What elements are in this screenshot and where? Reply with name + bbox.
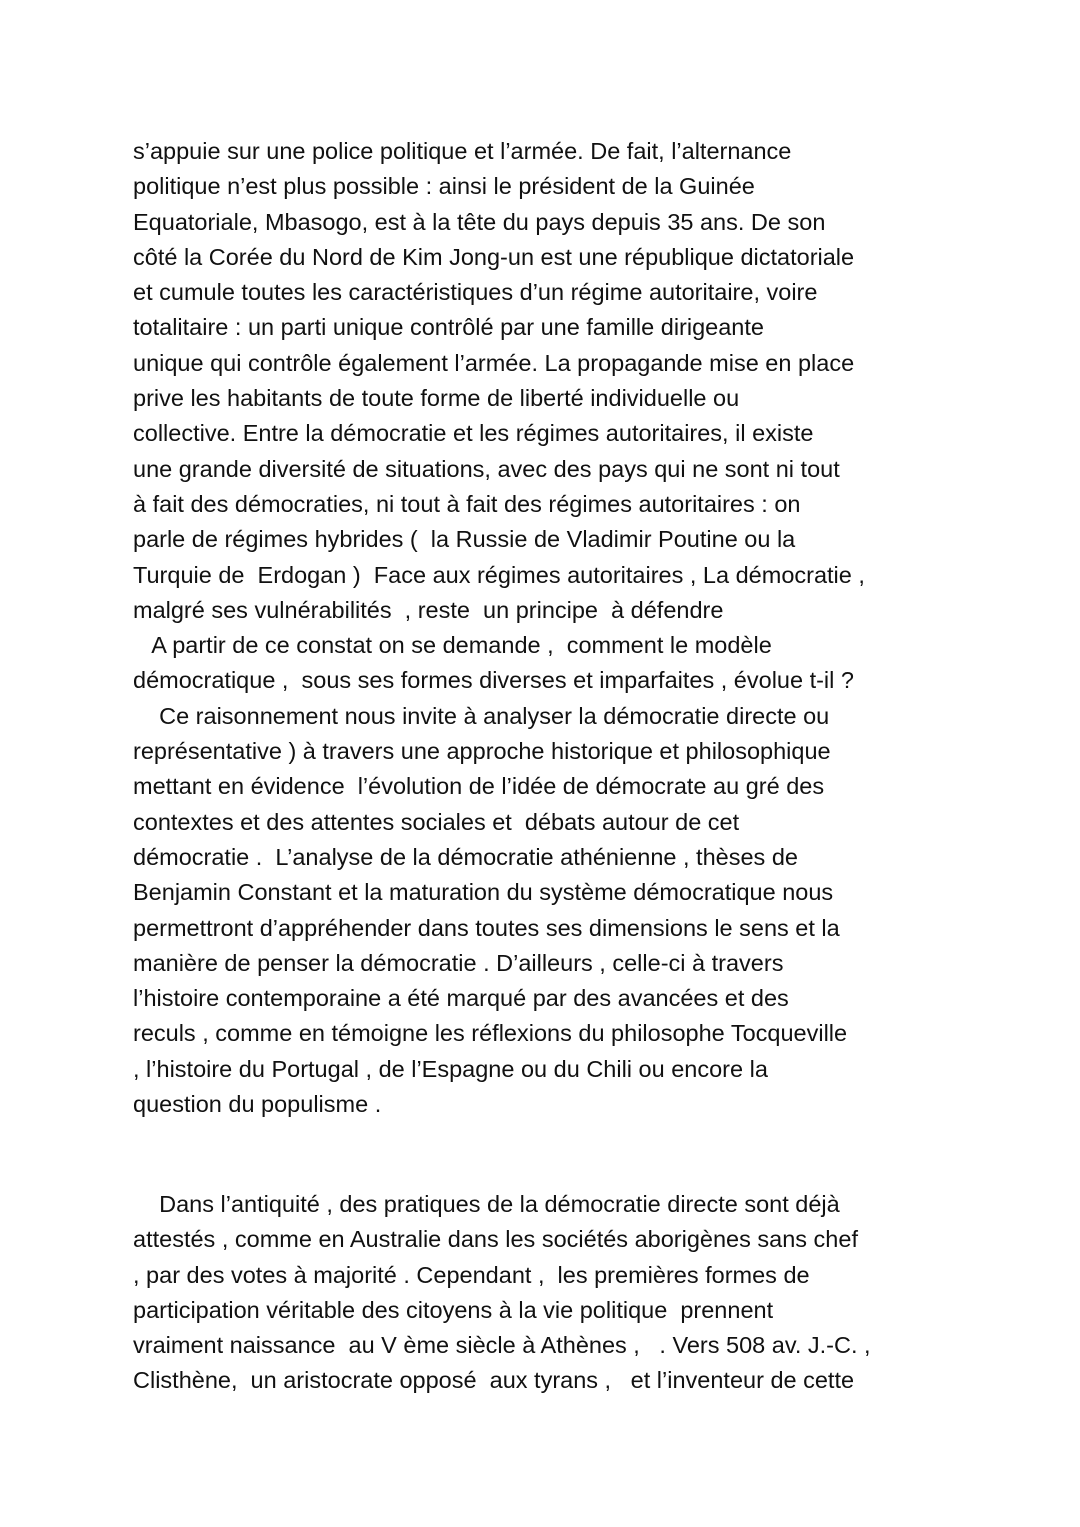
text-line: Turquie de Erdogan ) Face aux régimes autoritaires , La démocratie , [133, 561, 865, 588]
text-line: Equatoriale, Mbasogo, est à la tête du pays depuis 35 ans. De son [133, 208, 826, 235]
text-line: attestés , comme en Australie dans les sociétés aborigènes sans chef [133, 1226, 858, 1253]
text-line: collective. Entre la démocratie et les régimes autoritaires, il existe [133, 420, 814, 447]
text-line: l’histoire contemporaine a été marqué par des avancées et des [133, 985, 789, 1012]
text-line: participation véritable des citoyens à la vie politique prennent [133, 1296, 774, 1323]
text-line: prive les habitants de toute forme de liberté individuelle ou [133, 385, 740, 412]
text-line: , par des votes à majorité . Cependant , les premières formes de [133, 1261, 810, 1288]
text-line: démocratique , sous ses formes diverses et imparfaites , évolue t-il ? [133, 667, 854, 694]
text-line: démocratie . L’analyse de la démocratie athénienne , thèses de [133, 843, 798, 870]
text-line: reculs , comme en témoigne les réflexions du philosophe Tocqueville [133, 1020, 848, 1047]
text-line: A partir de ce constat on se demande , comment le modèle [133, 632, 772, 659]
text-line: malgré ses vulnérabilités , reste un principe à défendre [133, 596, 724, 623]
text-line: totalitaire : un parti unique contrôlé par une famille dirigeante [133, 314, 764, 341]
text-line: manière de penser la démocratie . D’ailleurs , celle-ci à travers [133, 949, 784, 976]
text-line: Benjamin Constant et la maturation du système démocratique nous [133, 879, 834, 906]
text-line: Ce raisonnement nous invite à analyser la démocratie directe ou [133, 702, 830, 729]
text-line: , l’histoire du Portugal , de l’Espagne ou du Chili ou encore la [133, 1055, 768, 1082]
text-line: unique qui contrôle également l’armée. La propagande mise en place [133, 349, 855, 376]
text-line: politique n’est plus possible : ainsi le président de la Guinée [133, 173, 755, 200]
text-line: permettront d’appréhender dans toutes ses dimensions le sens et la [133, 914, 840, 941]
text-line: et cumule toutes les caractéristiques d’un régime autoritaire, voire [133, 279, 818, 306]
text-line: question du populisme . [133, 1091, 382, 1118]
text-line: mettant en évidence l’évolution de l’idée de démocrate au gré des [133, 773, 825, 800]
text-line: parle de régimes hybrides ( la Russie de Vladimir Poutine ou la [133, 526, 796, 553]
paragraph-block-2 [133, 1187, 1033, 1399]
text-line: côté la Corée du Nord de Kim Jong-un est une république dictatoriale [133, 243, 855, 270]
paragraph-block-1 [133, 134, 1033, 1122]
text-line: à fait des démocraties, ni tout à fait des régimes autoritaires : on [133, 490, 801, 517]
text-line: s’appuie sur une police politique et l’armée. De fait, l’alternance [133, 138, 792, 164]
text-line: représentative ) à travers une approche historique et philosophique [133, 738, 831, 765]
text-line: vraiment naissance au V ème siècle à Athènes , . Vers 508 av. J.-C. , [133, 1332, 871, 1359]
text-line: Dans l’antiquité , des pratiques de la démocratie directe sont déjà [133, 1191, 840, 1217]
text-line: une grande diversité de situations, avec des pays qui ne sont ni tout [133, 455, 840, 482]
text-line: contextes et des attentes sociales et débats autour de cet [133, 808, 740, 835]
text-line: Clisthène, un aristocrate opposé aux tyrans , et l’inventeur de cette [133, 1367, 855, 1394]
